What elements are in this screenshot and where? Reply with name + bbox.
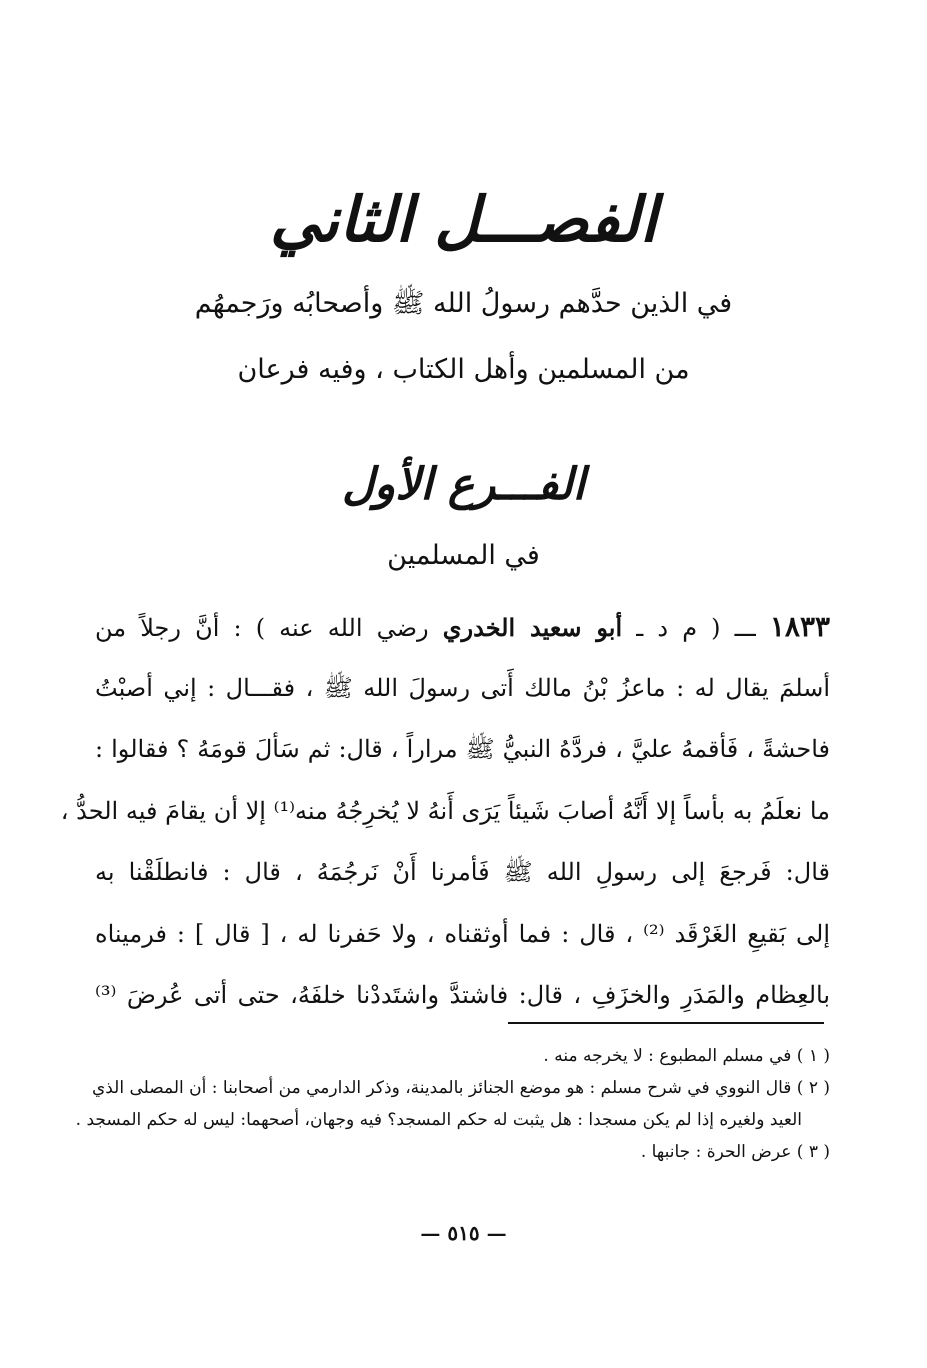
hadith-line: أسلمَ يقال له : ماعزُ بْنُ مالك أَتى رسولَ الله ﷺ ، فقـــال : إني أصبْتُ <box>95 673 830 702</box>
footnote-2: ( ٢ ) قال النووي في شرح مسلم : هو موضع الجنائز بالمدينة، وذكر الدارمي من أصحابنا : أن المصلى الذي <box>91 1078 830 1098</box>
chapter-subtitle-line-1: في الذين حدَّهم رسولُ الله ﷺ وأصحابُه ورَجمهُم <box>194 288 733 319</box>
chapter-subtitle-line-2: من المسلمين وأهل الكتاب ، وفيه فرعان <box>237 354 690 385</box>
footnote-1: ( ١ ) في مسلم المطبوع : لا يخرجه منه . <box>543 1046 830 1066</box>
section-subtitle: في المسلمين <box>387 540 540 571</box>
hadith-line: فاحشةً ، فَأقمهُ عليَّ ، فردَّهُ النبيُّ ﷺ مراراً ، قال: ثم سَألَ قومَهُ ؟ فقالوا : <box>95 735 830 763</box>
hadith-number: ١٨٣٣ <box>769 610 831 643</box>
hadith-text <box>60 596 831 1027</box>
hadith-intro-rest: رضي الله عنه ) : أنَّ رجلاً من <box>95 614 429 642</box>
chapter-title: الفصـــل الثاني <box>270 183 657 256</box>
hadith-line: قال: فَرجعَ إلى رسولِ الله ﷺ فَأمرنا أَنْ نَرجُمَهُ ، قال : فانطلَقْنا به <box>95 858 830 886</box>
footnote-divider <box>508 1022 824 1024</box>
hadith-line: إلى بَقيعِ الغَرْقَد ⁽²⁾ ، قال : فما أوثقناه ، ولا حَفرنا له ، [ قال ] : فرميناه <box>95 919 830 948</box>
hadith-line: بالعِظام والمَدَرِ والخزَفِ ، قال: فاشتدَّ واشتَددْنا خلفَهُ، حتى أتى عُرضَ ⁽³⁾ <box>95 981 831 1009</box>
footnote-2-continued: العيد ولغيره إذا لم يكن مسجدا : هل يثبت له حكم المسجد؟ فيه وجهان، أصحهما: ليس له حكم المسجد . <box>75 1110 802 1130</box>
page-number: — ٥١٥ — <box>420 1221 507 1245</box>
hadith-source: ـــ ( م د ـ <box>636 614 756 642</box>
section-title: الفـــرع الأول <box>342 459 585 510</box>
footnote-3: ( ٣ ) عرض الحرة : جانبها . <box>640 1142 830 1162</box>
hadith-intro-line <box>95 596 830 658</box>
hadith-line: ما نعلَمُ به بأساً إلا أَنَّهُ أصابَ شَيئاً يَرَى أَنهُ لا يُخرِجُهُ منه⁽¹⁾ إلا أن يقامَ فيه الحدُّ ، <box>60 796 830 825</box>
hadith-narrator: أبو سعيد الخدري <box>442 613 623 642</box>
footnotes <box>75 1040 830 1168</box>
